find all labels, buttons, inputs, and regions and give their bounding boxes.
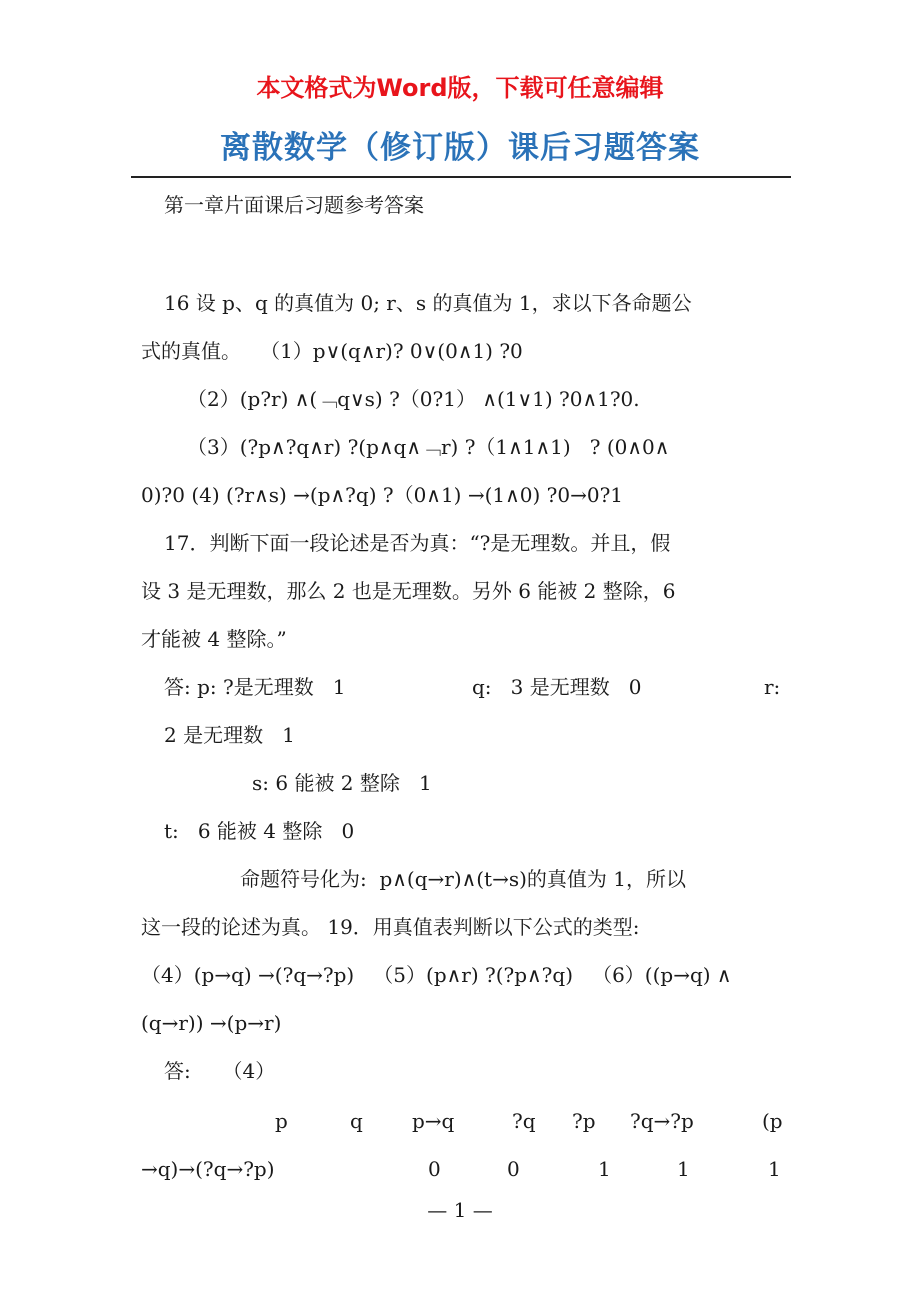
q16-line-5: 0)?0 (4) (?r∧s) →(p∧?q) ?（0∧1) →(1∧0) ?0→0?1 [141,483,624,507]
answer-t: t: 6 能被 4 整除 0 [164,819,355,843]
table-cell: 1 [677,1157,690,1181]
table-header-cell: q [350,1109,363,1133]
table-header-cell: ?q [512,1109,536,1133]
answer-4-label: 答: （4） [164,1059,276,1083]
symbolization-line-1: 命题符号化为: p∧(q→r)∧(t→s)的真值为 1，所以 [240,867,687,891]
q19-line-1: （4）(p→q) →(?q→?p) （5）(p∧r) ?(?p∧?q) （6）((p→q) ∧ [141,963,732,987]
table-cell: 0 [428,1157,441,1181]
q17-line-1: 17．判断下面一段论述是否为真：“?是无理数。并且，假 [164,531,671,555]
q17-line-3: 才能被 4 整除。” [141,627,287,651]
q17-line-2: 设 3 是无理数，那么 2 也是无理数。另外 6 能被 2 整除，6 [141,579,676,603]
table-header-cell: p [275,1109,288,1133]
table-header-cell: (p [762,1109,783,1133]
answer-p: 答: p: ?是无理数 1 [164,675,346,699]
table-cell: 0 [507,1157,520,1181]
q16-line-2: 式的真值。 （1）p∨(q∧r)? 0∨(0∧1) ?0 [141,339,523,363]
answer-s: s: 6 能被 2 整除 1 [252,771,432,795]
format-banner: 本文格式为Word版，下载可任意编辑 [256,74,664,102]
table-cell: 1 [598,1157,611,1181]
q16-line-4: （3）(?p∧?q∧r) ?(p∧q∧﹁r) ?（1∧1∧1) ? (0∧0∧ [187,435,670,459]
title-divider [131,176,791,178]
q19-line-2: (q→r)) →(p→r) [141,1011,282,1035]
symbolization-line-2: 这一段的论述为真。 19．用真值表判断以下公式的类型: [141,915,640,939]
chapter-heading: 第一章片面课后习题参考答案 [164,193,424,217]
table-cell: 1 [768,1157,781,1181]
document-title: 离散数学（修订版）课后习题答案 [220,130,700,166]
page-number: — 1 — [427,1198,493,1222]
q16-line-3: （2）(p?r) ∧(﹁q∨s) ?（0?1） ∧(1∨1) ?0∧1?0. [187,387,640,411]
table-header-cell: ?q→?p [630,1109,694,1133]
answer-q: q: 3 是无理数 0 [472,675,642,699]
table-header-cell: ?p [572,1109,596,1133]
q16-line-1: 16 设 p、q 的真值为 0; r、s 的真值为 1，求以下各命题公 [164,291,692,315]
table-header-continuation: →q)→(?q→?p) [141,1157,275,1181]
answer-r: 2 是无理数 1 [164,723,295,747]
table-header-cell: p→q [412,1109,455,1133]
answer-r-label: r: [764,675,781,699]
